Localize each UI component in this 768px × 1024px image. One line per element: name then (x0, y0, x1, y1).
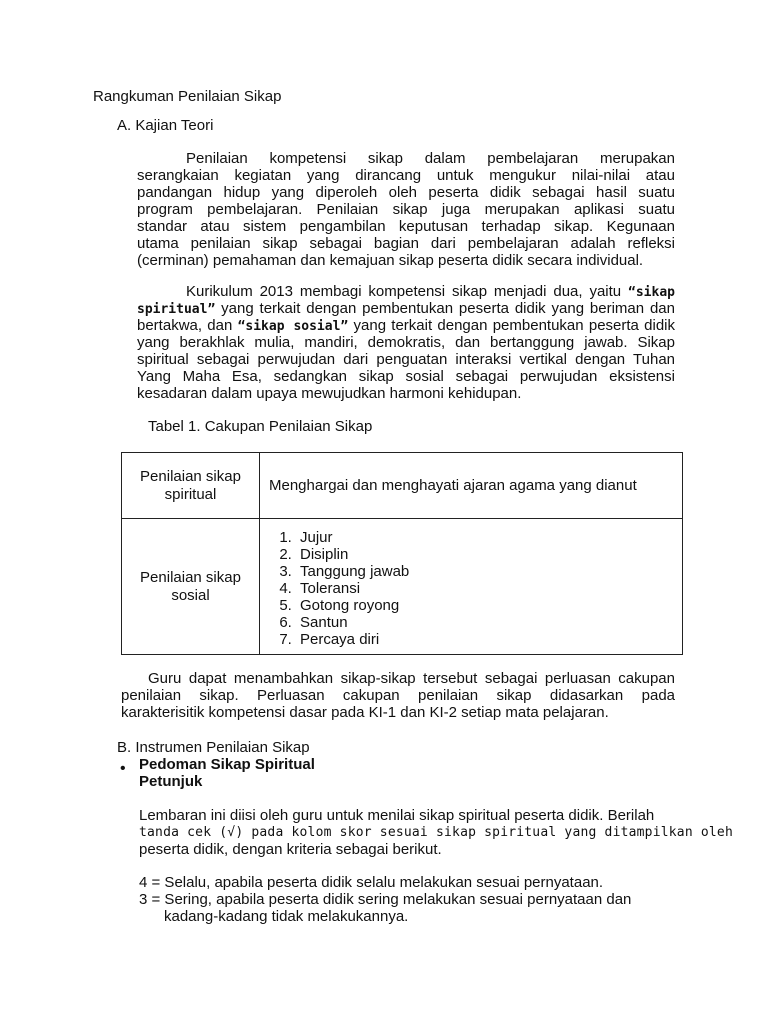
list-item: 3. Tanggung jawab (296, 563, 681, 580)
criteria-line: kadang-kadang tidak melakukannya. (164, 908, 409, 925)
bold-term: “sikap sosial” (237, 319, 349, 334)
paragraph-line: pandangan hidup yang diperoleh oleh peserta didik sebagai hasil suatu (137, 184, 675, 201)
table-header-cell (122, 519, 260, 655)
paragraph-line: karakterisitik kompetensi dasar pada KI-1 dan KI-2 setiap mata pelajaran. (121, 704, 609, 721)
table-cell: Menghargai dan menghayati ajaran agama yang dianut (260, 453, 683, 519)
text-span: bertakwa, dan (137, 317, 238, 334)
paragraph-line: standar atau sistem pengambilan keputusan terhadap sikap. Kegunaan (137, 218, 675, 235)
paragraph-line: Yang Maha Esa, sedangkan sikap sosial sebagai perwujudan eksistensi (137, 368, 675, 385)
paragraph-line: penilaian sikap. Perluasan cakupan penilaian sikap didasarkan pada (121, 687, 675, 704)
document-title: Rangkuman Penilaian Sikap (93, 88, 282, 105)
paragraph-line (137, 283, 675, 300)
text-span: Kurikulum 2013 membagi kompetensi sikap menjadi dua, yaitu (186, 283, 629, 300)
table-header-cell (122, 453, 260, 519)
sikap-table (121, 452, 683, 655)
table-caption: Tabel 1. Cakupan Penilaian Sikap (148, 418, 373, 435)
section-a-heading: A. Kajian Teori (117, 117, 214, 134)
bold-term: spiritual” (137, 302, 216, 317)
criteria-line: 3 = Sering, apabila peserta didik sering melakukan sesuai pernyataan dan (139, 891, 632, 908)
paragraph-line: kesadaran dalam upaya mewujudkan harmoni kehidupan. (137, 385, 522, 402)
sikap-sosial-list (261, 529, 681, 648)
paragraph-1 (137, 150, 675, 269)
instruction-line: tanda cek (√) pada kolom skor sesuai sikap spiritual yang ditampilkan oleh (139, 825, 733, 840)
paragraph-3 (121, 670, 675, 721)
list-item: 7. Percaya diri (296, 631, 681, 648)
cell-text: sosial (171, 586, 210, 604)
cell-text: spiritual (164, 485, 217, 503)
criteria-line: 4 = Selalu, apabila peserta didik selalu melakukan sesuai pernyataan. (139, 874, 604, 891)
paragraph-line (137, 300, 675, 317)
paragraph-line: Guru dapat menambahkan sikap-sikap tersebut sebagai perluasan cakupan (148, 670, 675, 687)
table-cell (260, 519, 683, 655)
instruction-line: Lembaran ini diisi oleh guru untuk menilai sikap spiritual peserta didik. Berilah (139, 807, 655, 824)
list-item: 1. Jujur (296, 529, 681, 546)
text-span: yang terkait dengan pembentukan peserta didik yang beriman dan (215, 300, 675, 317)
bold-term: “sikap (628, 285, 675, 300)
paragraph-line: Penilaian kompetensi sikap dalam pembelajaran merupakan (186, 150, 675, 167)
paragraph-line: spiritual sebagai perwujudan dari penguatan interaksi vertikal dengan Tuhan (137, 351, 675, 368)
paragraph-line: program pembelajaran. Penilaian sikap juga merupakan aplikasi suatu (137, 201, 675, 218)
text-span: yang terkait dengan pembentukan peserta didik (348, 317, 675, 334)
paragraph-line: yang berakhlak mulia, mandiri, demokratis, dan bertanggung jawab. Sikap (137, 334, 675, 351)
cell-text: Penilaian sikap (140, 568, 241, 586)
bullet-title: Pedoman Sikap Spiritual (139, 756, 315, 773)
instruction-line: peserta didik, dengan kriteria sebagai berikut. (139, 841, 442, 858)
list-item: 6. Santun (296, 614, 681, 631)
paragraph-2 (137, 283, 675, 402)
paragraph-line (137, 317, 675, 334)
paragraph-line: (cerminan) pemahaman dan kemajuan sikap peserta didik secara individual. (137, 252, 644, 269)
list-item: 5. Gotong royong (296, 597, 681, 614)
sub-title: Petunjuk (139, 773, 203, 790)
cell-text: Penilaian sikap (140, 467, 241, 485)
list-item: 4. Toleransi (296, 580, 681, 597)
paragraph-line: serangkaian kegiatan yang dirancang untuk mengukur nilai-nilai atau (137, 167, 675, 184)
table-row (122, 453, 683, 519)
table-row (122, 519, 683, 655)
paragraph-line: utama penilaian sikap sebagai bagian dari pembelajaran adalah refleksi (137, 235, 675, 252)
section-b-heading: B. Instrumen Penilaian Sikap (117, 739, 310, 756)
list-item: 2. Disiplin (296, 546, 681, 563)
bullet-icon: • (120, 760, 126, 777)
